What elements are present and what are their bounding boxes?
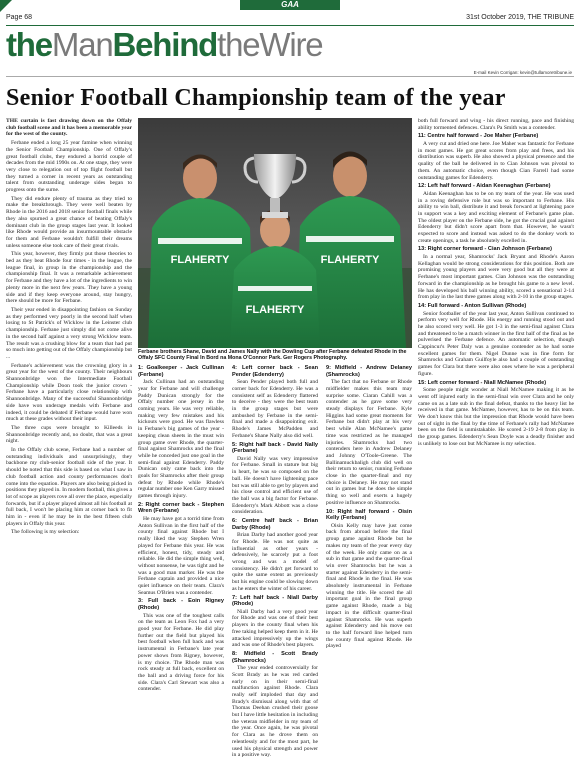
position-text: Sean Pender played both full and corner back for Edenderry. He was a consistent self as Edenderry flattered to deceive - they were the best team in the group stages but were ambushed by Ferbane in the semi-final and made a disappointing exit. Rhode's James McPadden and Ferbane's Shane Nally also did well. [232,379,318,439]
position-text: The year ended controversially for Scott Brady as he was red carded early on in their semi-final malfunction against Rhode. Clara really self imploded that day and Brady's dismissal along with that of Thomas Deehan crushed their goose but I have little hesitation in including the veteran midfielder in my team of the year. Once again, he was pivotal for Clara as he drove them on relentlessly and for the most part, he used his physical strength and power in a positive way. [232,665,318,759]
selection-column-4 [418,118,574,728]
intro-body [6,140,132,536]
intro-paragraph: In the Offaly club scene, Ferbane had a number of outstanding individuals and unsurprisingly, they backbone my club-senior football side of the year. It should be noted that this side is based on what I saw in club football action and county performances don't come into the equation. Players are also being picked in positions they played in. In modern football, this gives a lot of scope as players rove all over the place, especially forwards, but if a player played almost all his football at full back, I won't be placing him at corner back to fit him in - even if he may be in the best fifteen club players in Offaly this year. [6,447,132,527]
position-text: Aidan Keenaghan has to be on my team of the year. He was used in a roving defensive role but was so important to Ferbane. His ability to win ball, distribute it and break forward at lightening pace in support was a key and exciting element of Ferbane's game plan. The oldest player on the Ferbane side, he got the crucial goal against Edenderry but didn't score apart from that. However, he wasn't expected to score and instead was asked to do the donkey work to create openings, a task he absolutely excelled in. [418,190,574,244]
intro-column [6,118,132,728]
position-text: A very cut and dried one here. Joe Maher was fantastic for Ferbane in most games. He got great scores from play and frees, and his distribution was superb. He also showed a physical presence and the quality of the ball he delivered in to Cian Johnson was pivotal to them. An automatic choice, even though Cian Farrell had some outstanding games for Edenderry. [418,141,574,181]
position-heading: 8: Midfield - Scott Brady (Shamrocks) [232,650,318,664]
intro-lead: THE curtain is fast drawing down on the Offaly club football scene and it has been a memorable year for the west of the county. [6,118,133,138]
jersey-sponsor-middle: FLAHERTY [245,304,305,316]
jersey-sponsor-right: FLAHERTY [320,254,380,266]
author-email: E-mail Kevin Corrigan: kevin@tullamoretribune.ie [473,70,572,75]
position-text: Jack Cullinan had an outstanding year for Ferbane and will challenge Paddy Dunican strongly for the Offaly number one jersey in the coming years. He was very reliable, making very few mistakes and his kickouts were good. He was flawless in Ferbane's big games of the year - keeping clean sheets in the must win group game over Rhode, the quarter-final against Shamrocks and the final while he conceded just one goal in the semi-final against Edenderry. Paddy Dunican only came back into the goals for Shamrocks after their group defeat by Rhode while Rhode's regular number one Ken Garry missed games through injury. [138,379,224,500]
jersey-sponsor-left: FLAHERTY [170,254,230,266]
intro-paragraph: The following is my selection: [11,529,80,536]
section-banner [0,0,580,12]
position-heading: 14: Full forward - Anton Sullivan (Rhode) [418,302,527,309]
position-text: In a normal year, Shamrocks' Jack Bryant and Rhode's Aaron Kellaghan would be strong considerations for this position. Both are promising young players and were very good but all they were at Ferbane's most important games. Cian Johnson was the outstanding forward in the championship as he brought his game to a new level. He has developed his ball winning ability, scored a sensational 2-14 from play in the last three games along with 2-10 in the group stages. [418,254,574,301]
folio-line [6,14,574,24]
position-heading: 6: Centre half back - Brian Darby (Rhode) [232,518,318,531]
position-heading: 4: Left corner back - Sean Pender (Edenderry) [232,365,318,378]
team-photo [138,118,412,348]
photo-caption: Ferbane brothers Shane, David and James Nally with the Dowling Cup after Ferbane defeated Rhode in the Offaly SFC County Final In Bord na Mona O'Connor Park. Ger Rogers Photography. [138,349,407,362]
team-photo-image [138,118,412,348]
mast-the: the [6,26,52,63]
column-masthead [6,27,322,63]
position-heading: 9: Midfield - Andrew Delaney (Shamrocks) [326,365,412,378]
position-text: Niall Darby had a very good year for Rhode and was one of their best players in the county final when his free taking helped keep them in it. He attacked impressively up the wings and was one of Rhode's best players. [232,608,318,649]
intro-paragraph: They did endure plenty of trauma as they tried to make the breakthrough. They were well beaten by Rhode in the 2016 and 2018 senior football finals while they also spurned a great chance of beating Offaly's dominant club in the group stages last year. It looked like Rhode would provide an insurmountable obstacle for them and Ferbane wouldn't fulfill their dreams unless someone else took care of their great rivals. [6,195,132,249]
selection-column-2 [232,363,318,759]
banner-corner [0,0,12,12]
intro-paragraph: The three cups were brought to Killeeds in Shannonbridge recently and, no doubt, that was a great night. [6,424,132,445]
position-heading: 7: Left half back - Niall Darby (Rhode) [232,594,318,608]
section-tag: GAA [240,0,340,10]
intro-paragraph: This year, however, they firmly put those theories to bed as they beat Rhode four times - in the league, the league final, in group in the championship and the championship final. It was a remarkable achievement for Ferbane and they have a lot of the ingredients to win plenty more in the next few years. They have a young side and if they keep everyone around, stay hungry, there should be more for Ferbane. [6,251,132,305]
position-heading: 1: Goalkeeper - Jack Cullinan (Ferbane) [138,365,224,378]
position-text: The fact that no Ferbane or Rhode midfielder makes this team may surprise some. Ciaran Cahill was a contender as he gave some very steady displays for Ferbane. Kyle Higgins had some great moments for Ferbane but didn't play at his very best while Alan McNamee's game time was restricted as he managed injuries. Shamrocks had two contenders here in Andrew Delaney and Johnny O'Toole-Greene. The Ballinamuckbaligh club did well on their return to senior, running Ferbane close in the quarter-final and my choice is Delaney. He may not stand out in games but he does the simple thing so well and exerts a hugely positive influence on Shamrocks. [326,379,412,506]
masthead-divider [6,76,574,77]
position-heading: 11: Centre half forward - Joe Maher (Ferbane) [418,133,539,140]
mast-behind: Behind [112,26,218,63]
position-heading: 3: Full back - Eoin Rigney (Rhode) [138,598,224,612]
article-headline: Senior Football Championship team of the year [6,85,506,111]
position-text: David Nally was very impressive for Ferbane. Small in stature but big in heart, he was so composed on the ball. He doesn't have lightening pace but was still able to get by players and his close control and efficient use of the ball was a big factor for Ferbane. Edenderry's Mark Abbott was a close consideration. [232,455,318,516]
selection-column-1 [138,363,224,729]
position-text: Oisin Kelly may have just come back from abroad before the final group game against Rhode but he makes my team of the year every day of the week. He only came on as a sub in that game and the quarter-final win over Shamrocks but he was a starter against Edenderry in the semi-final and Rhode in the final. He was absolutely instrumental in Ferbane winning the title. He scored the all important goal in the final group game against Rhode, made a big impact in the difficult quarter-final against Shamrocks. He was superb against Edenderry and his move out to the half forward line helped turn the county final against Rhode. He played [326,522,412,650]
position-text: This was one of the toughest calls on the team as Leon Fox had a very good year for Ferbane. He did play further out the field but played his best football when full back and was instrumental in Ferbane's late year power shows from Rigney, however, is my choice. The Rhode man was rock steady at full back, excellent on the ball and a driving force for his side. Clara's Carl Stewart was also a contender. [138,612,224,693]
selection-column-3 [326,363,412,729]
position-heading: 13: Right corner forward - Cian Johnson (Ferbane) [418,246,552,253]
position-heading: 10: Right half forward - Oisin Kelly (Ferbane) [326,508,412,522]
intro-paragraph: Their year ended in disappointing fashion on Sunday as they performed very poorly in the second half when losing to St Patrick's of Wicklow in the Leinster club championship. Ferbane just simply did not come alive in the second half against a very strong Wicklow team. The result was a crushing blow for a team that had put so much into getting out of the Offaly championship but ... [6,306,132,360]
position-text: Brian Darby had another good year for Rhode. He was not quite as influential as other years - defensively, he scarcely put a foot wrong and was a model of consistency. He didn't get forward to quite the same extent as previously but his engine could be slowing down as he enters the winter of his career. [232,532,318,592]
mast-wire: theWire [217,26,323,63]
position-text: Some people might wonder at Niall McNamee making it as he went off injured early in the semi-final win over Clara and he only came on as a late sub in the final defeat, thanks to the heavy list he received in that game. McNamee, however, has to be on this team. We don't know this but the impression that Rhode would have been out of sight in the final by the time of Ferbane's rally had McNamee been on the field is unmistakable. He scored 2-19 2-8 from play in the group games. Edenderry's Sean Doyle was a deadly finisher and is unlikely to lose out but McNamee is my selection. [418,387,574,447]
issue-date: 31st October 2019, THE TRIBUNE [466,14,574,21]
position-text: both full forward and wing - his direct running, pace and finishing ability tormented defences. Clara's Pa Smith was a contender. [418,118,574,131]
position-text: He may have got a torrid time from Anton Sullivan in the first half of the county final against Rhode but I really liked the way Stephen Wren played for Ferbane this year. He was efficient, honest, tidy, steady and reliable. He did the simple thing well, without nonsense, he was tight and he was a good man marker. He was the Ferbane captain and provided a nice quiet influence on their team. Clara's Seamus O'Brien was a contender. [138,516,224,596]
position-text: Senior footballer of the year last year, Anton Sullivan continued to perform very well for Rhode. His energy and running stood out and he also scored very well. He got 1-3 in the semi-final against Clara and threatened to be a match winner in the first half of the final as he pulverised the Ferbane defence. An automatic selection, though Cappincur's Peter Daly was a genuine contender as he had some excellent games for them. Nigel Dunne was in fine form for Shamrocks and Graham Guilfoyle also had a couple of outstanding games for Clara but there were also ones where he was a peripheral figure. [418,310,574,377]
mast-man: Man [51,26,113,63]
position-heading: 5: Right half back - David Nally (Ferbane) [232,441,318,455]
page-number: Page 68 [6,14,33,21]
position-heading: 15: Left corner forward - Niall McNamee (Rhode) [418,379,547,386]
intro-paragraph: Ferbane ended a long 25 year famine when winning the Senior Football Championship. One of Offaly's great football clubs, they endured a horrid couple of decades from the mid 1990s on. At one stage, they were very close to relegation out of top flight football but they turned a corner in recent years as outstanding talent from outstanding underage sides began to progress onto the surne. [6,140,132,194]
position-heading: 2: Right corner back - Stephen Wren (Ferbane) [138,501,224,515]
intro-paragraph: Ferbane's achievement was the crowning glory in a great year for the west of the county. Their neighbours Shannonbridge won the Intermediate Football Championship while Doon took the junior crown - Ferbane have a particularly close relationship with Shannonbridge. Many of the successful Shannonbridge side have won underage medals with Ferbane and indeed, it could be debated if Ferbane would have won much at these grades without their input. [6,362,132,423]
position-heading: 12: Left half forward - Aidan Keenaghan (Ferbane) [418,183,551,190]
